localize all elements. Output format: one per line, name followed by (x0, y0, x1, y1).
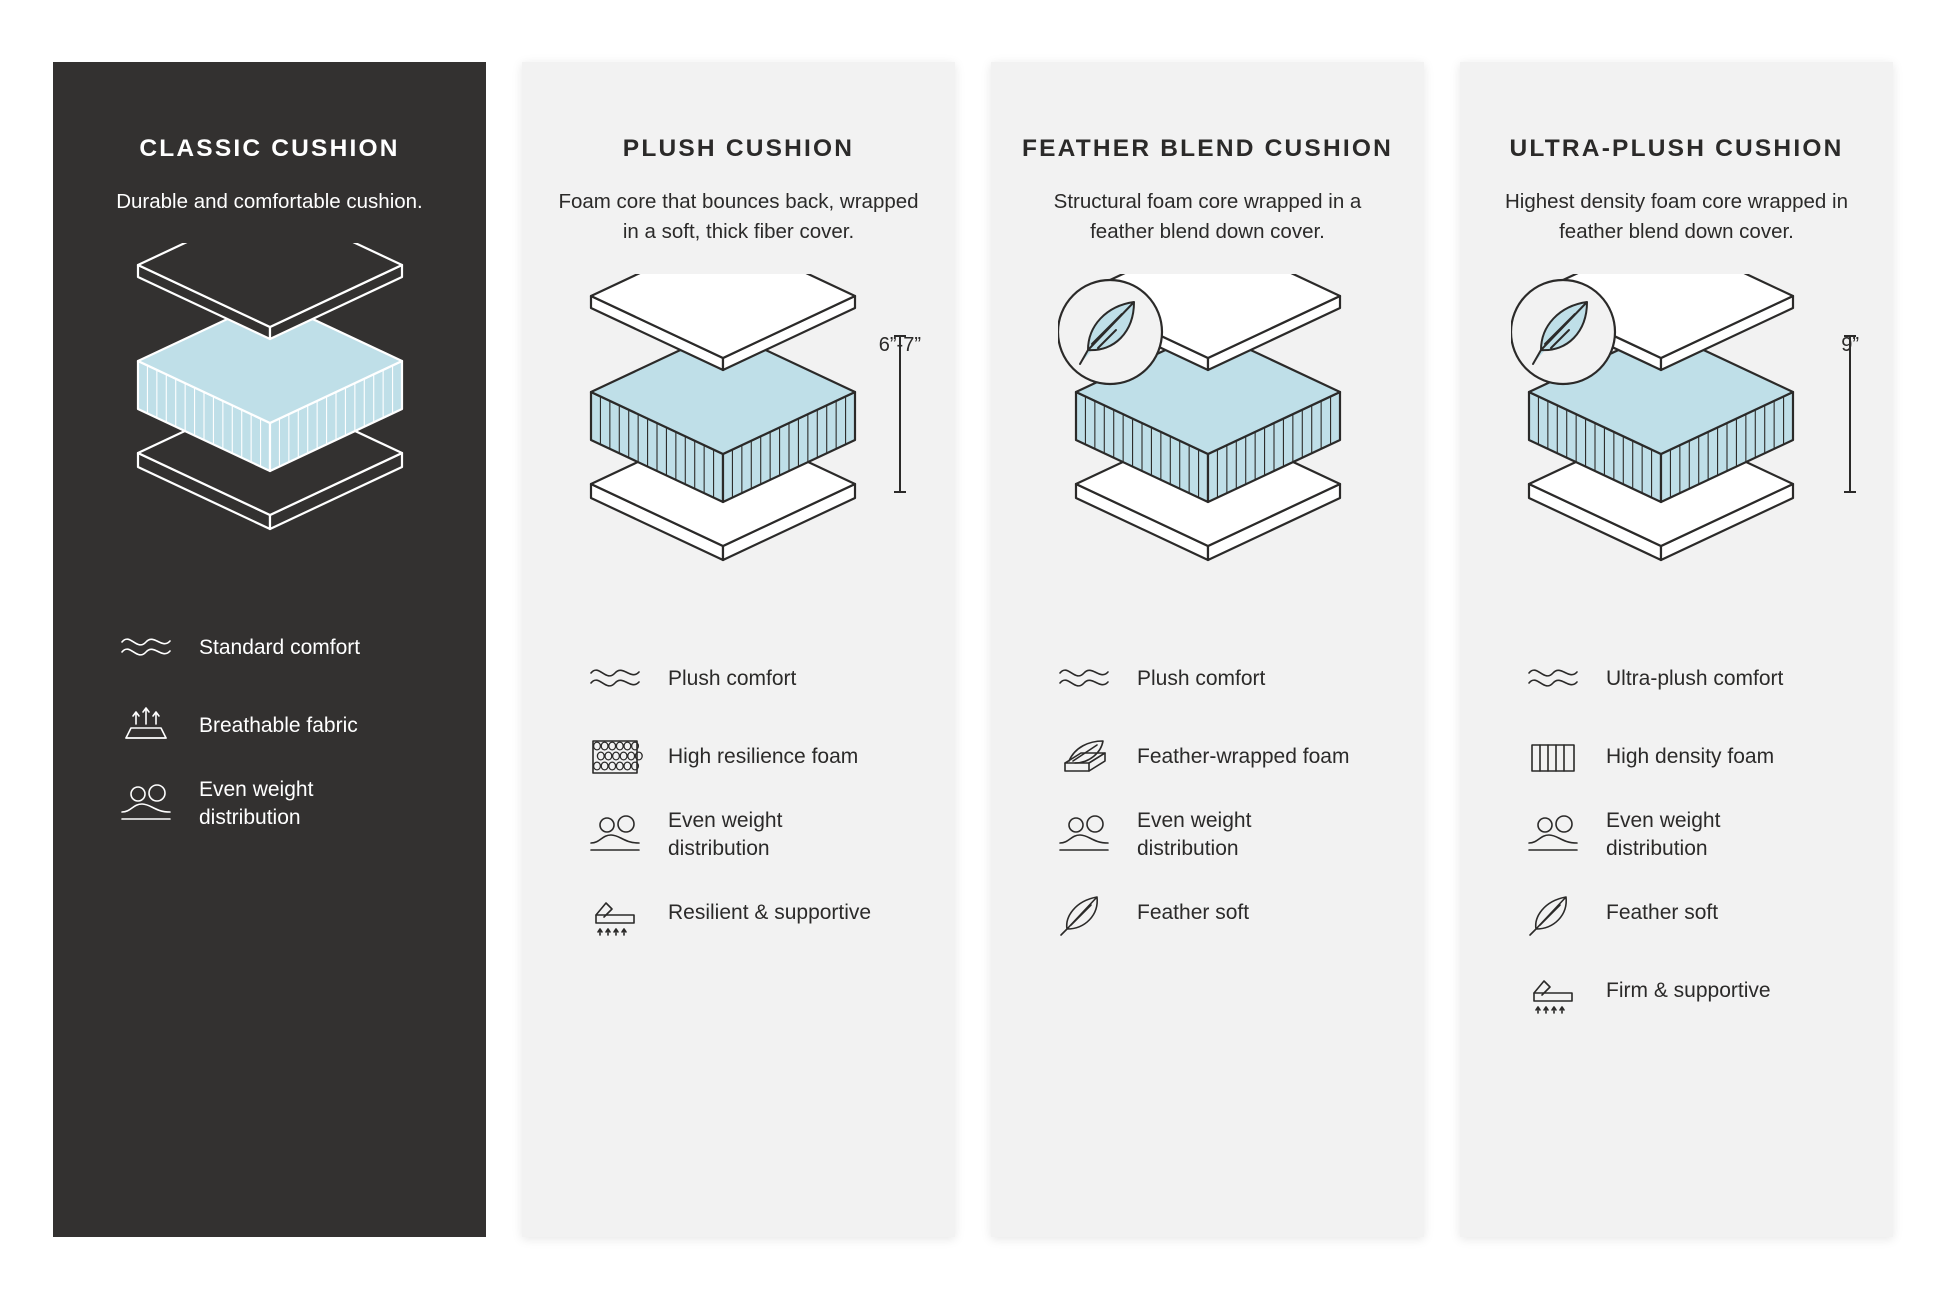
illustration-area (1460, 274, 1893, 604)
dimension-label: 6”-7” (878, 333, 921, 356)
feature-item (53, 765, 486, 843)
feature-item (1460, 952, 1893, 1030)
card-title: ULTRA-PLUSH CUSHION (1509, 135, 1844, 162)
wave-icon (584, 653, 646, 705)
even-weight-icon (1053, 809, 1115, 861)
illustration-area (53, 243, 486, 573)
high-density-foam-icon (1524, 733, 1582, 781)
feature-item (53, 687, 486, 765)
cushion-card-ultra-plush-cushion (1460, 62, 1893, 1237)
feather-badge-icon (1058, 280, 1162, 384)
feature-label: Plush comfort (1137, 666, 1266, 690)
cushion-card-classic-cushion (53, 62, 486, 1237)
feature-item (991, 874, 1424, 952)
feature-list (1460, 604, 1893, 1030)
cushion-stack-illustration (1511, 274, 1811, 574)
dimension-label: 9” (1841, 333, 1859, 356)
feature-label: Feather soft (1137, 900, 1250, 924)
even-weight-icon (584, 809, 646, 861)
feature-label: High density foam (1606, 744, 1775, 768)
wave-icon (1522, 653, 1584, 705)
dimension-bracket-icon (1843, 334, 1857, 494)
cushion-stack-illustration (120, 243, 420, 543)
honeycomb-foam-icon (586, 733, 644, 781)
feature-label: Even weight distribution (199, 778, 314, 830)
breathable-fabric-icon (117, 702, 175, 750)
feature-label: Even weight distribution (1606, 808, 1721, 860)
card-title: PLUSH CUSHION (622, 135, 855, 162)
feature-list (53, 573, 486, 843)
chaise-support-icon (586, 889, 644, 937)
feature-item (1460, 718, 1893, 796)
cushion-card-feather-blend-cushion (991, 62, 1424, 1237)
wave-icon (1055, 655, 1113, 703)
card-description: Durable and comfortable cushion. (116, 189, 423, 213)
feature-label: Feather-wrapped foam (1137, 744, 1350, 768)
feature-item (522, 718, 955, 796)
high-density-foam-icon (1522, 731, 1584, 783)
wave-icon (1524, 655, 1582, 703)
feature-item (1460, 796, 1893, 874)
chaise-support-icon (1522, 965, 1584, 1017)
dimension-indicator (879, 334, 921, 357)
wave-icon (586, 655, 644, 703)
breathable-fabric-icon (115, 700, 177, 752)
feature-item (1460, 874, 1893, 952)
even-weight-icon (1522, 809, 1584, 861)
feature-label: Feather soft (1606, 900, 1719, 924)
feature-label: Breathable fabric (199, 714, 358, 738)
wave-icon (117, 624, 175, 672)
cushion-stack-illustration (1058, 274, 1358, 574)
card-title: CLASSIC CUSHION (139, 135, 400, 162)
feather-badge-icon (1511, 280, 1615, 384)
feature-item (991, 796, 1424, 874)
wave-icon (1053, 653, 1115, 705)
dimension-indicator (1841, 334, 1859, 357)
feature-list (991, 604, 1424, 952)
feature-item (53, 609, 486, 687)
chaise-support-icon (1524, 967, 1582, 1015)
even-weight-icon (1524, 811, 1582, 859)
card-title: FEATHER BLEND CUSHION (1021, 135, 1394, 162)
feature-label: Firm & supportive (1606, 978, 1771, 1002)
feature-item (522, 874, 955, 952)
feature-label: High resilience foam (668, 744, 859, 768)
even-weight-icon (1055, 811, 1113, 859)
dimension-bracket-icon (893, 334, 907, 494)
even-weight-icon (115, 778, 177, 830)
feather-icon (1053, 887, 1115, 939)
illustration-area (991, 274, 1424, 604)
feature-item (522, 796, 955, 874)
feature-label: Standard comfort (199, 636, 361, 660)
even-weight-icon (117, 780, 175, 828)
feature-label: Resilient & supportive (668, 900, 872, 924)
feather-icon (1524, 889, 1582, 937)
feature-item (1460, 640, 1893, 718)
feather-icon (1522, 887, 1584, 939)
illustration-area (522, 274, 955, 604)
feather-wrapped-foam-icon (1053, 731, 1115, 783)
feature-label: Even weight distribution (1137, 808, 1252, 860)
wave-icon (115, 622, 177, 674)
chaise-support-icon (584, 887, 646, 939)
feature-label: Plush comfort (668, 666, 797, 690)
feature-item (991, 718, 1424, 796)
feather-icon (1055, 889, 1113, 937)
feature-item (991, 640, 1424, 718)
even-weight-icon (586, 811, 644, 859)
card-description: Highest density foam core wrapped in feather blend down cover. (1505, 189, 1848, 244)
card-description: Structural foam core wrapped in a feather blend down cover. (1053, 189, 1362, 244)
card-description: Foam core that bounces back, wrapped in a soft, thick fiber cover. (558, 189, 919, 244)
feather-wrapped-foam-icon (1055, 733, 1113, 781)
feature-label: Even weight distribution (668, 808, 783, 860)
feature-list (522, 604, 955, 952)
cushion-stack-illustration (573, 274, 873, 574)
feature-item (522, 640, 955, 718)
cushion-card-plush-cushion (522, 62, 955, 1237)
honeycomb-foam-icon (584, 731, 646, 783)
feature-label: Ultra-plush comfort (1606, 666, 1784, 690)
